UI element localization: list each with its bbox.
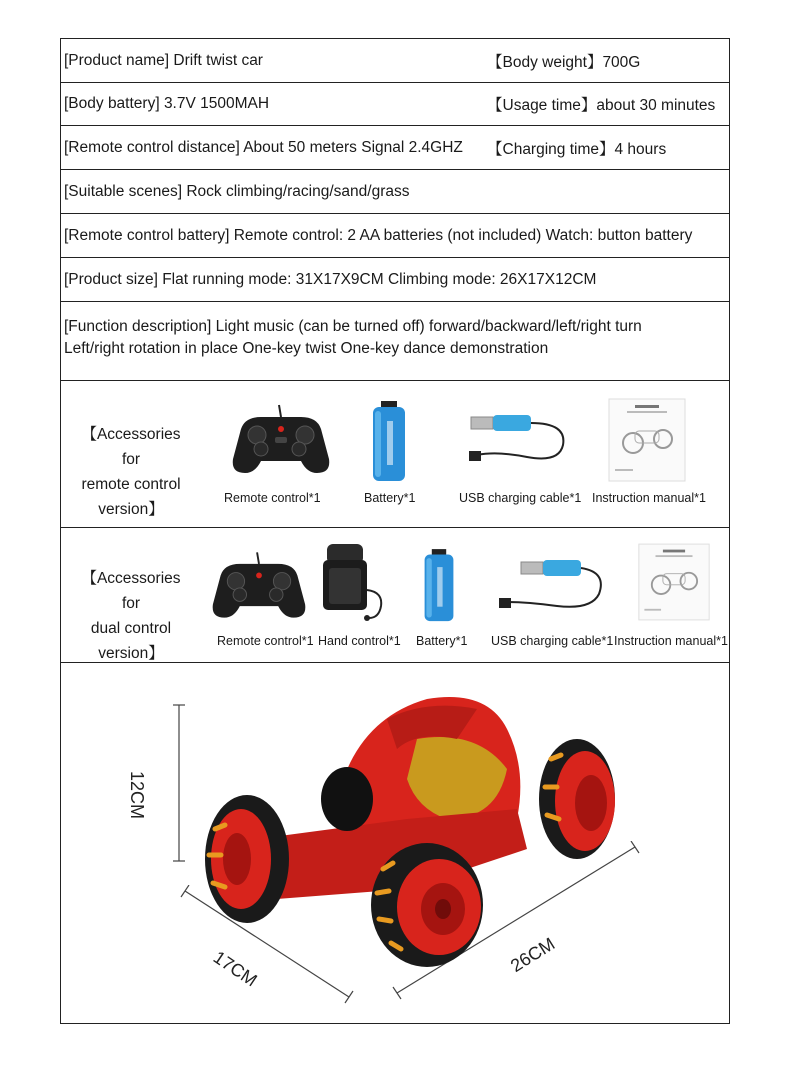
spec-sheet <box>60 38 730 1024</box>
suitable-scenes: [Suitable scenes] Rock climbing/racing/sand/grass <box>64 182 410 200</box>
remote-control-label: Remote control*1 <box>224 491 321 505</box>
spec-row-function <box>61 302 729 381</box>
instruction-manual-label: Instruction manual*1 <box>592 491 706 505</box>
usb-cable-label: USB charging cable*1 <box>491 634 614 648</box>
accessories-dual-row <box>61 528 729 663</box>
height-marker <box>173 703 185 863</box>
usb-cable-label: USB charging cable*1 <box>459 491 582 505</box>
product-size: [Product size] Flat running mode: 31X17X9CM Climbing mode: 26X17X12CM <box>64 270 597 288</box>
width-label: 17CM <box>209 947 261 991</box>
spec-row-size <box>61 258 729 302</box>
battery-image <box>369 401 409 483</box>
accessories-dual-title <box>71 566 191 666</box>
function-line-1: [Function description] Light music (can be turned off) forward/backward/left/right turn <box>64 318 642 335</box>
accessories-remote-title <box>71 422 191 522</box>
body-battery: [Body battery] 3.7V 1500MAH <box>64 95 270 112</box>
battery-label: Battery*1 <box>416 634 468 648</box>
battery-label: Battery*1 <box>364 491 416 505</box>
function-description <box>64 316 642 360</box>
title-line: version】 <box>98 645 164 662</box>
car-dimension-row <box>61 663 729 1025</box>
title-line: remote control <box>81 476 181 493</box>
product-name: [Product name] Drift twist car <box>64 51 263 69</box>
battery-image <box>421 548 457 624</box>
height-label: 12CM <box>127 771 147 820</box>
body-weight: 【Body weight】700G <box>487 53 641 71</box>
instruction-manual-image <box>607 397 687 483</box>
remote-battery: [Remote control battery] Remote control: 2 AA batteries (not included) Watch: button battery <box>64 226 693 244</box>
remote-distance: [Remote control distance] About 50 meters Signal 2.4GHZ <box>64 138 463 156</box>
remote-control-image <box>231 403 331 477</box>
usb-cable-image <box>467 411 577 471</box>
title-line: dual control <box>90 620 172 637</box>
spec-row-scenes <box>61 170 729 214</box>
usb-cable-image <box>497 558 607 618</box>
spec-row-remote-battery <box>61 214 729 258</box>
remote-control-image <box>211 550 307 622</box>
title-line: 【Accessories for <box>81 570 181 612</box>
length-label: 26CM <box>507 933 559 976</box>
hand-control-image <box>319 540 389 624</box>
title-line: 【Accessories for <box>81 426 181 468</box>
usage-time: 【Usage time】about 30 minutes <box>487 97 716 114</box>
function-line-2: Left/right rotation in place One-key twist One-key dance demonstration <box>64 340 549 357</box>
accessories-remote-row <box>61 381 729 528</box>
hand-control-label: Hand control*1 <box>318 634 401 648</box>
spec-row-name <box>61 39 729 83</box>
instruction-manual-label: Instruction manual*1 <box>614 634 728 648</box>
drift-car-image <box>187 679 627 979</box>
spec-row-distance <box>61 126 729 170</box>
remote-control-label: Remote control*1 <box>217 634 314 648</box>
instruction-manual-image <box>637 542 711 622</box>
charging-time: 【Charging time】4 hours <box>487 140 667 158</box>
spec-row-battery <box>61 83 729 126</box>
title-line: version】 <box>98 501 164 518</box>
